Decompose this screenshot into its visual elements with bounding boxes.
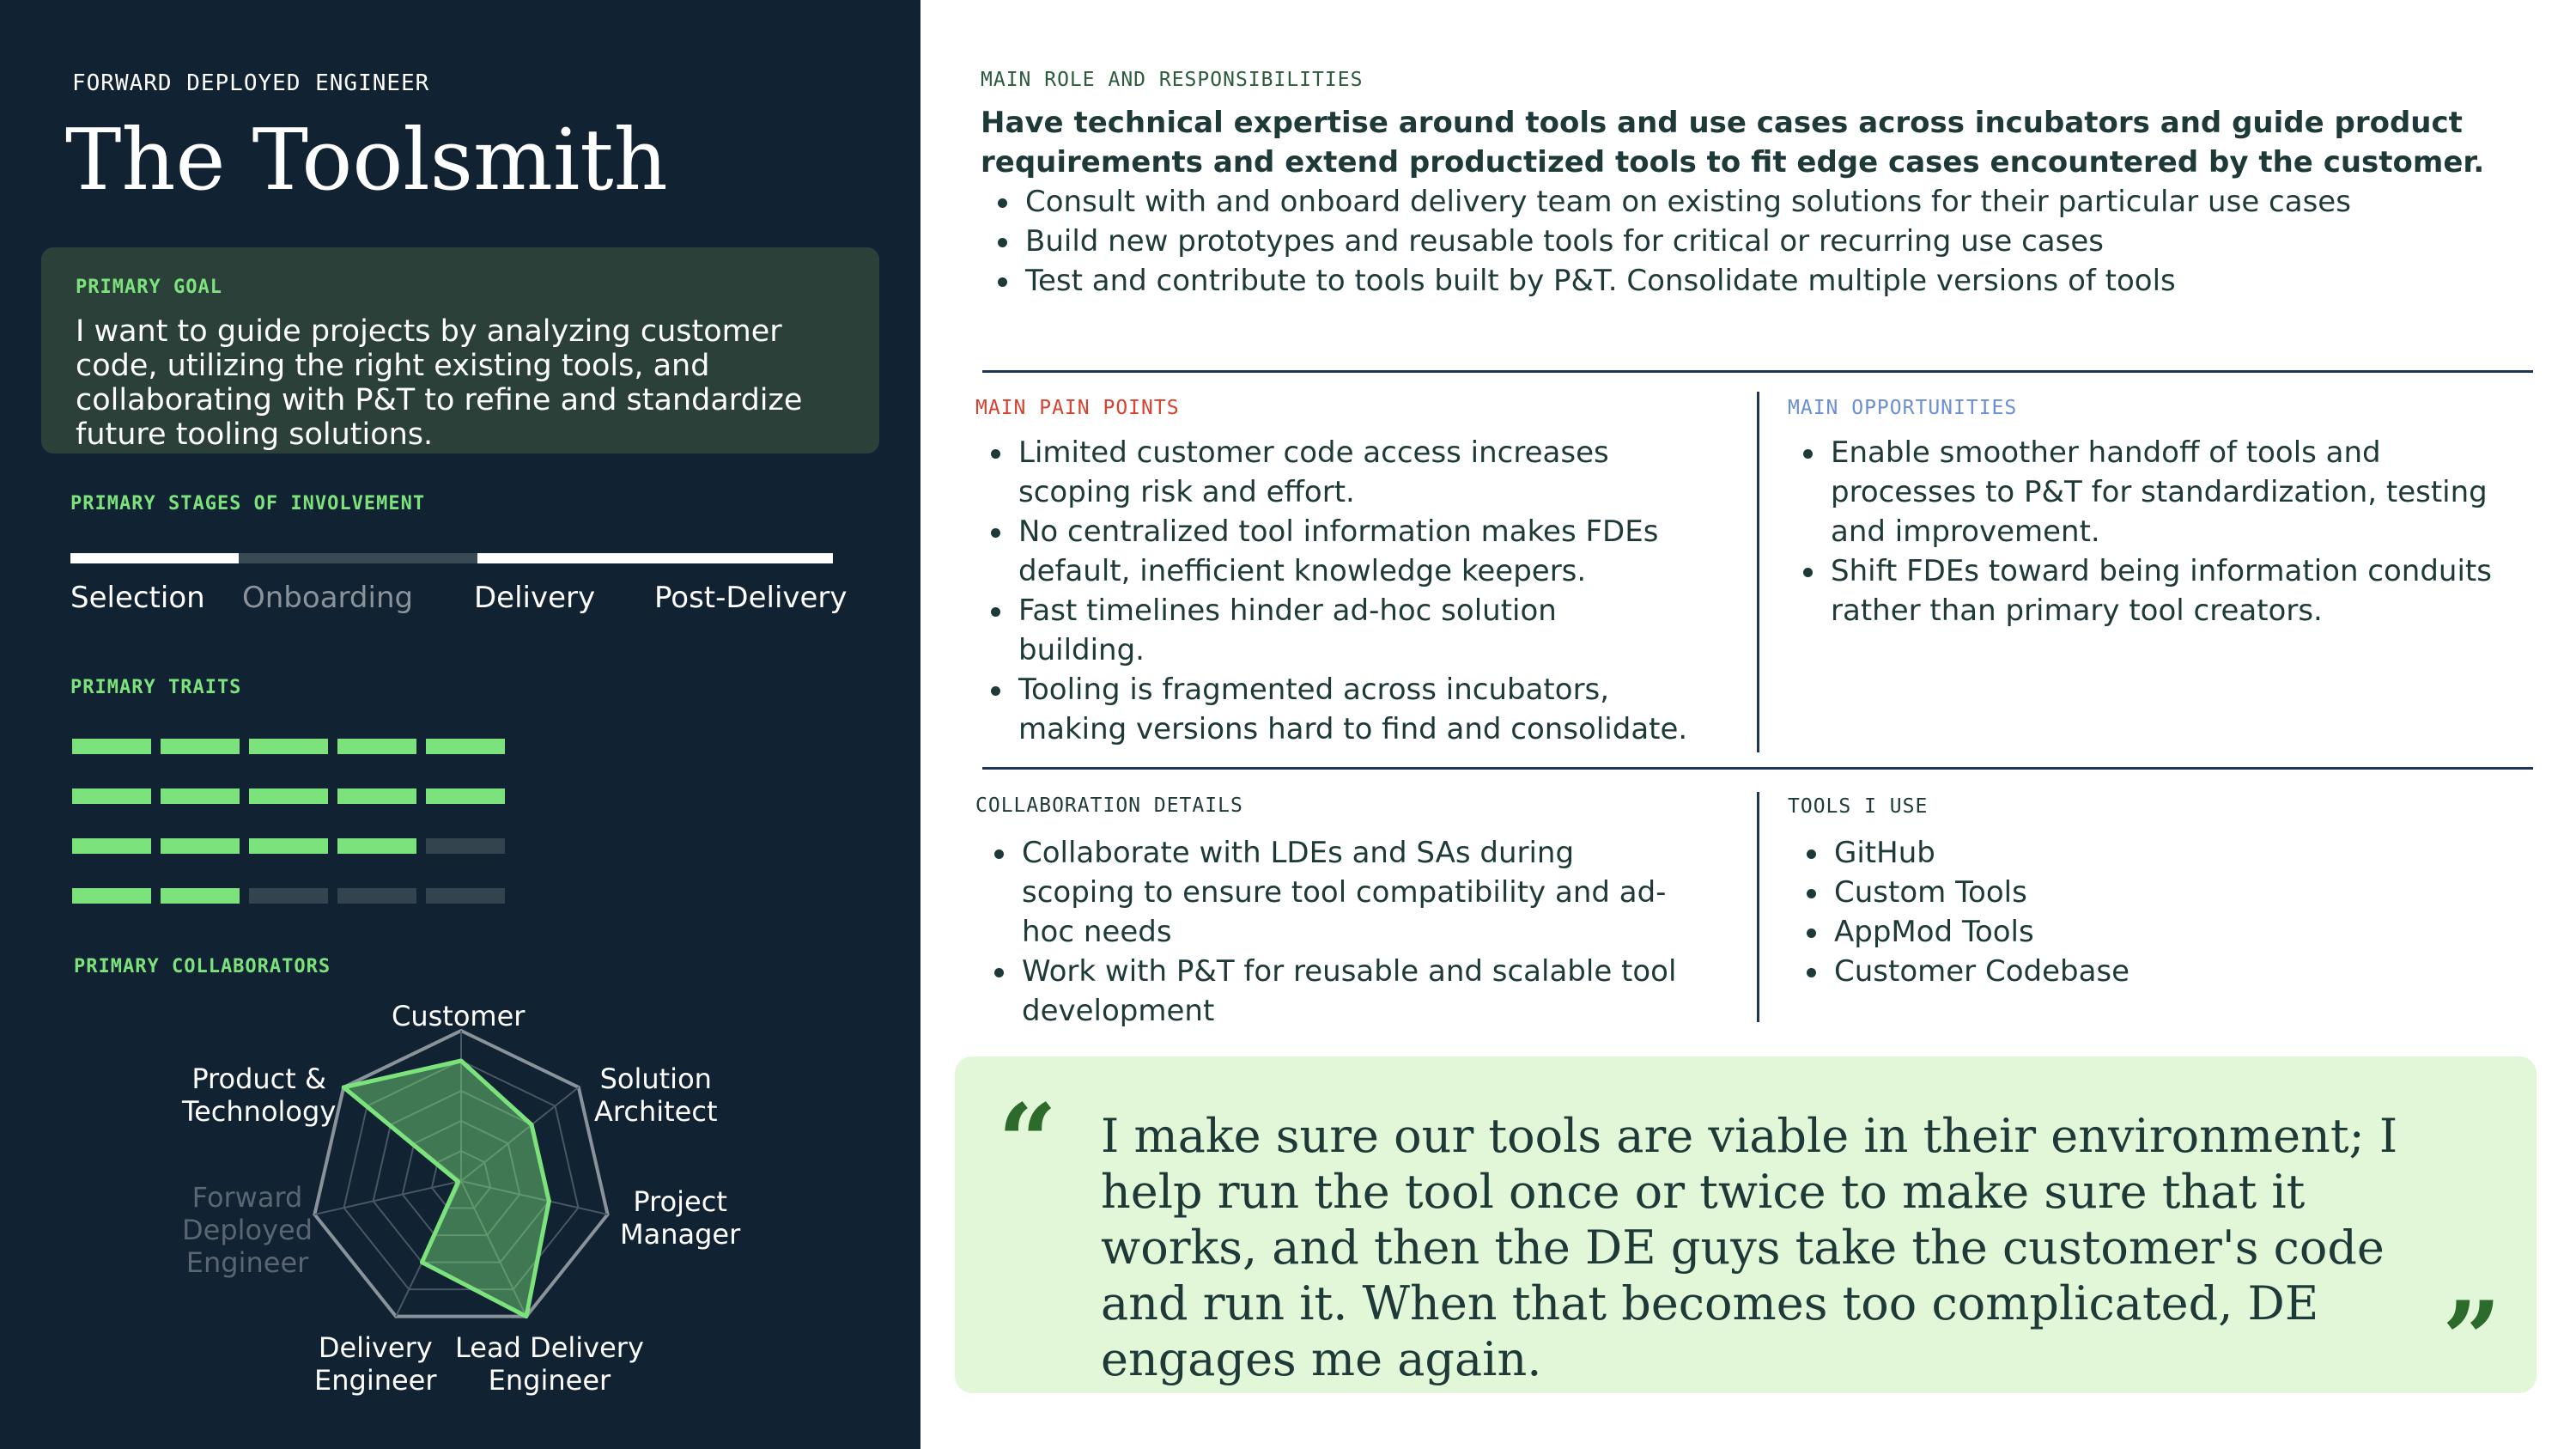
trait-meter-segment — [337, 888, 416, 904]
primary-goal-text: I want to guide projects by analyzing customer code, utilizing the right existing tools, and collaborating with P&T to refine and standardize future tooling solutions. — [76, 314, 803, 452]
opportunities-list — [1796, 433, 2518, 630]
persona-role: FORWARD DEPLOYED ENGINEER — [72, 70, 430, 96]
opportunities-label: MAIN OPPORTUNITIES — [1788, 397, 2018, 419]
trait-meter-segment — [249, 888, 328, 904]
radar-label-project-manager: Project Manager — [620, 1185, 741, 1251]
radar-label-product-technology: Product & Technology — [182, 1062, 337, 1128]
trait-meter-segment — [426, 888, 505, 904]
list-item: Limited customer code access increases scoping risk and effort. — [984, 433, 1688, 512]
trait-meter-segment — [249, 739, 328, 754]
list-item: Test and contribute to tools built by P&T. Consolidate multiple versions of tools — [991, 261, 2519, 301]
list-item: Enable smoother handoff of tools and processes to P&T for standardization, testing and improvement. — [1796, 433, 2518, 551]
stages-label: PRIMARY STAGES OF INVOLVEMENT — [70, 493, 426, 514]
divider — [982, 370, 2533, 373]
list-item: Customer Codebase — [1800, 952, 2487, 991]
divider — [1757, 392, 1759, 752]
pain-points-list — [984, 433, 1688, 749]
open-quote-icon: “ — [998, 1081, 1058, 1202]
list-item: Custom Tools — [1800, 873, 2487, 912]
radar-series-area — [343, 1061, 549, 1317]
persona-title: The Toolsmith — [65, 112, 668, 210]
radar-label-solution-architect: Solution Architect — [594, 1062, 718, 1128]
stage-selection: Selection — [70, 581, 205, 615]
list-item: Work with P&T for reusable and scalable tool development — [987, 952, 1692, 1031]
list-item: Collaborate with LDEs and SAs during scoping to ensure tool compatibility and ad-hoc needs — [987, 833, 1692, 952]
list-item: Shift FDEs toward being information conduits rather than primary tool creators. — [1796, 551, 2518, 630]
list-item: Build new prototypes and reusable tools for critical or recurring use cases — [991, 222, 2519, 261]
pain-points-label: MAIN PAIN POINTS — [975, 397, 1180, 419]
trait-meter-segment — [426, 838, 505, 854]
stage-bar-delivery — [477, 553, 833, 563]
radar-label-forward-deployed-engineer: Forward Deployed Engineer — [182, 1181, 313, 1279]
tools-list — [1800, 833, 2487, 991]
trait-meter-segment — [161, 888, 240, 904]
collaboration-details-list — [987, 833, 1692, 1031]
trait-meter-segment — [426, 788, 505, 804]
list-item: GitHub — [1800, 833, 2487, 873]
divider — [1757, 792, 1759, 1022]
stage-delivery: Delivery — [474, 581, 596, 615]
trait-meter-segment — [72, 788, 151, 804]
radar-label-lead-delivery-engineer: Lead Delivery Engineer — [455, 1331, 644, 1397]
trait-meter-segment — [249, 788, 328, 804]
collaboration-details-label: COLLABORATION DETAILS — [975, 795, 1243, 817]
responsibilities-label: MAIN ROLE AND RESPONSIBILITIES — [981, 69, 1364, 91]
list-item: No centralized tool information makes FDEs default, inefficient knowledge keepers. — [984, 512, 1688, 591]
primary-goal-label: PRIMARY GOAL — [76, 277, 222, 298]
trait-meter-segment — [72, 739, 151, 754]
trait-meter-segment — [337, 739, 416, 754]
trait-meter-segment — [161, 739, 240, 754]
stage-onboarding: Onboarding — [242, 581, 414, 615]
primary-goal-card — [41, 247, 879, 454]
quote-text: I make sure our tools are viable in their environment; I help run the tool once or twice to make sure that it works, and then the DE guys take the customer's code and run it. When that becomes too complicated, DE engages me again. — [1101, 1109, 2398, 1386]
responsibilities-summary: Have technical expertise around tools and use cases across incubators and guide product requirements and extend productized tools to fit edge cases encountered by the customer. — [981, 106, 2485, 180]
traits-label: PRIMARY TRAITS — [70, 677, 242, 698]
persona-panel — [0, 0, 920, 1449]
list-item: Tooling is fragmented across incubators, making versions hard to find and consolidate. — [984, 670, 1688, 749]
list-item: AppMod Tools — [1800, 912, 2487, 952]
tools-label: TOOLS I USE — [1788, 795, 1929, 818]
radar-label-customer: Customer — [392, 1000, 526, 1032]
trait-meter-segment — [249, 838, 328, 854]
divider — [982, 767, 2533, 770]
radar-label-delivery-engineer: Delivery Engineer — [314, 1331, 437, 1397]
trait-meter-segment — [337, 788, 416, 804]
list-item: Consult with and onboard delivery team on existing solutions for their particular use cases — [991, 182, 2519, 222]
stage-bar-selection — [70, 553, 239, 563]
trait-meter-segment — [161, 788, 240, 804]
trait-meter-segment — [337, 838, 416, 854]
trait-meter-segment — [72, 888, 151, 904]
trait-meter-segment — [426, 739, 505, 754]
stage-bar-onboarding — [239, 553, 477, 563]
trait-meter-segment — [161, 838, 240, 854]
responsibilities-list — [991, 182, 2519, 301]
stage-post-delivery: Post-Delivery — [654, 581, 848, 615]
trait-meter-segment — [72, 838, 151, 854]
list-item: Fast timelines hinder ad-hoc solution building. — [984, 591, 1688, 670]
collaborators-label: PRIMARY COLLABORATORS — [74, 956, 331, 977]
close-quote-icon: ” — [2442, 1279, 2502, 1400]
quote-card — [955, 1056, 2537, 1400]
